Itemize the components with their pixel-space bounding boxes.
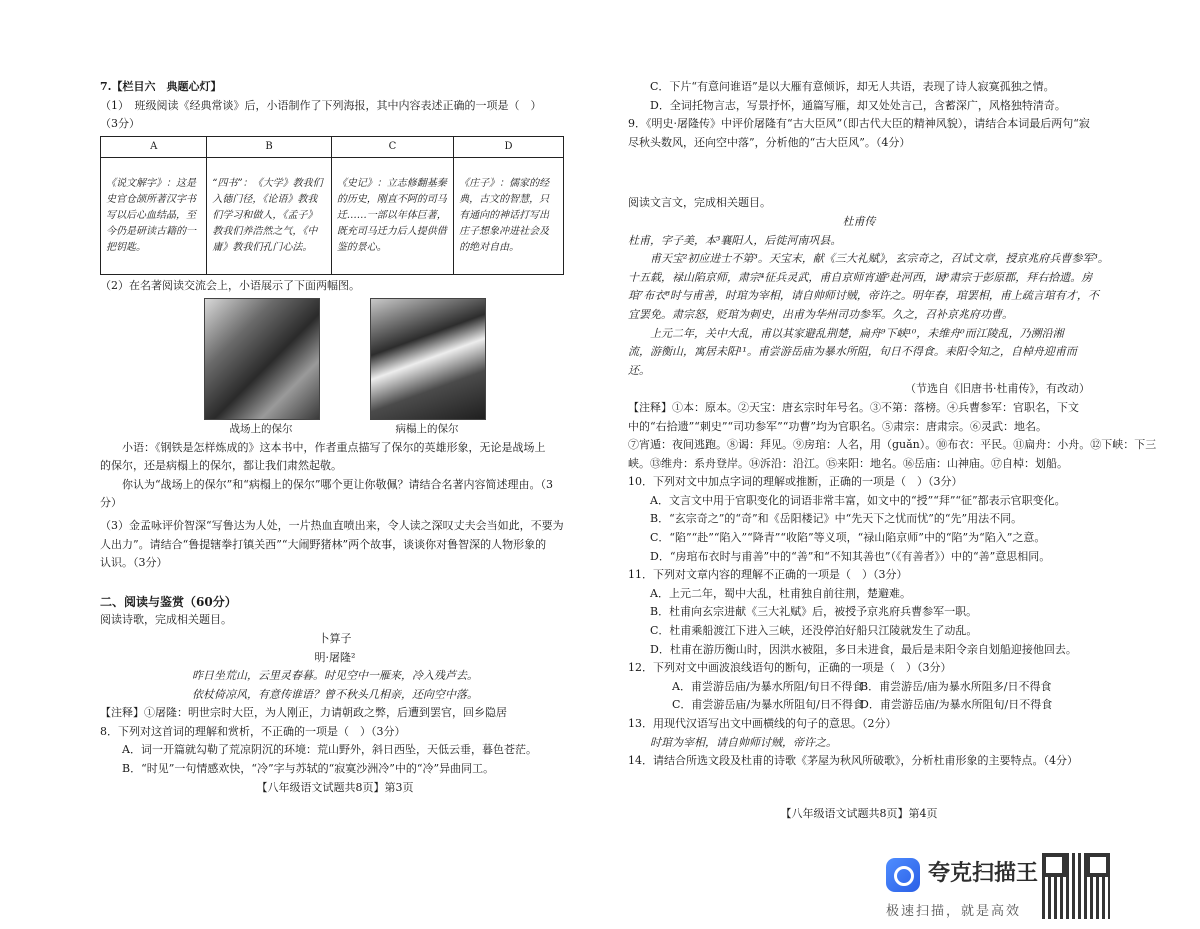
q9-line: 尽秋头数风，还向空中落”，分析他的“古大臣风”。（4分）: [628, 135, 911, 149]
table-cell: 《庄子》：儒家的经典，古文的智慧，只有通向的神话打写出庄子想象冲进社会及的绝对自由。: [454, 158, 564, 275]
illustrations: [204, 298, 570, 439]
q7-3-line: 认识。（3分）: [100, 556, 168, 570]
q7-3-line: （3）金孟咏评价智深“写鲁达为人处，一片热血直喷出来，令人读之深叹丈夫会当如此，不要为: [100, 518, 564, 532]
q7-2-label: （2）在名著阅读交流会上，小语展示了下面两幅图。: [100, 279, 360, 293]
poem-title: 卜算子: [318, 631, 352, 645]
watermark-title: 夸克扫描王: [928, 861, 1039, 886]
q8-line: 8．下列对这首词的理解和赏析，不正确的一项是（ ）（3分）: [100, 724, 406, 738]
essay-line: 甫天宝²初应进士不第³。天宝末，献《三大礼赋》，玄宗奇之，召试文章，授京兆府兵曹参军³。: [650, 252, 1109, 266]
q12-option: C．甫尝游岳庙/为暴水所阻旬/日不得食: [672, 698, 864, 712]
table-header: B: [207, 136, 331, 158]
qr-code-icon: [1042, 853, 1110, 919]
essay-line: 还。: [628, 363, 650, 377]
table-header: A: [101, 136, 207, 158]
essay-line: 杜甫，字子美，本³襄阳人，后徙河南巩县。: [628, 233, 842, 247]
q10-option: B．“玄宗奇之”的“奇”和《岳阳楼记》中“先天下之忧而忧”的“先”用法不同。: [650, 512, 1023, 526]
q8-option: C．下片“有意问谁语”是以大雁有意倾诉，却无人共语，表现了诗人寂寞孤独之情。: [650, 80, 1055, 93]
sickbed-illustration: [370, 298, 486, 420]
q13-sentence: 时琯为宰相，请自帅师讨贼，帝许之。: [650, 735, 837, 749]
table-cell: “四书”：《大学》教我们入德门径，《论语》教我们学习和做人，《孟子》教我们养浩然之气，《中庸》教我们孔门心法。: [207, 158, 331, 275]
essay-line: 流，游衡山，寓居未阳¹¹。甫尝游岳庙为暴水所阻，旬日不得食。耒阳令知之，自棹舟迎甫而: [628, 345, 1077, 359]
q11-option: D．杜甫在游历衡山时，因洪水被阻，多日未进食，最后是耒阳令亲自划船迎接他回去。: [650, 642, 1077, 656]
right-page: [628, 78, 1157, 823]
essay-note: 【注释】①本：原本。②天宝：唐玄宗时年号名。③不第：落榜。④兵曹参军：官职名，下文: [628, 400, 1079, 414]
table-cell: 《说文解字》：这是史官仓颉所著汉字书写以后心血结晶，至今仍是研读古籍的一把钥匙。: [101, 158, 207, 275]
q11-line: 11．下列对文章内容的理解不正确的一项是（ ）（3分）: [628, 568, 908, 582]
q7-header: 7.【栏目六 典题心灯】: [100, 80, 222, 93]
battlefield-illustration: [204, 298, 320, 420]
left-page: [100, 78, 570, 797]
pic-caption: 战场上的保尔: [229, 422, 293, 435]
reading-intro: 阅读文言文，完成相关题目。: [628, 196, 771, 210]
q7-1-line: （1） 班级阅读《经典常谈》后，小语制作了下列海报，其中内容表述正确的一项是（ ）: [100, 98, 542, 112]
pic-caption: 病榻上的保尔: [395, 422, 459, 435]
essay-line: 上元二年，关中大乱，甫以其家避乱荆楚，扁舟⁹下峡¹⁰，未维舟⁰而江陵乱，乃溯沿湘: [650, 326, 1064, 340]
q7-2-line: 分）: [100, 496, 122, 510]
essay-note: 峡。⑬维舟：系舟登岸。⑭泝沿：沿江。⑮来阳：地名。⑯岳庙：山神庙。⑰自棹：划船。: [628, 456, 1068, 470]
q7-2-line: 的保尔，还是病榻上的保尔，都让我们肃然起敬。: [100, 459, 342, 473]
q12-option: D．甫尝游岳庙/为暴水所阻旬/日不得食: [860, 698, 1053, 712]
table-cell: 《史记》：立志修翻基秦的历史，刚直不阿的司马迁……一部以年体巨著，既充司马迁力后人提供借鉴的景心。: [331, 158, 453, 275]
q8-option: B．“时见”一句情感欢快，“冷”字与苏轼的“寂寞沙洲冷”中的“冷”异曲同工。: [122, 762, 495, 776]
essay-line: 琯⁷布衣⁸时与甫善，时琯为宰相，请自帅师讨贼，帝许之。明年春，琯罢相，甫上疏言琯有才，不: [628, 289, 1099, 303]
table-header: C: [331, 136, 453, 158]
poem-author: 明·屠隆²: [314, 650, 356, 664]
q10-option: C．“陷”“赴”“陷入”“降青”“收陷”等义项，“禄山陷京师”中的“陷”为“陷入”之意。: [650, 531, 1046, 545]
essay-line: 宜罢免。肃宗怒，贬琯为刺史，出甫为华州司功参军。久之，召补京兆府功曹。: [628, 307, 1013, 321]
page-footer: 【八年级语文试题共8页】第4页: [780, 806, 938, 820]
table-header: D: [454, 136, 564, 158]
q7-2-line: 你认为“战场上的保尔”和“病榻上的保尔”哪个更让你敬佩？请结合名著内容简述理由。（3: [122, 477, 553, 491]
essay-note: 中的“右拾遗”“刺史”“司功参军”“功曹”均为官职名。⑤肃宗：唐肃宗。⑥灵武：地名。: [628, 419, 1047, 433]
q11-option: B．杜甫向玄宗进献《三大礼赋》后，被授予京兆府兵曹参军一职。: [650, 605, 978, 619]
q10-option: D．“房琯布衣时与甫善”中的“善”和“不知其善也”（《有善者》）中的“善”意思相同。: [650, 549, 1051, 563]
q7-3-line: 人出力”。请结合“鲁提辖拳打镇关西”“大闹野猪林”两个故事，谈谈你对鲁智深的人物形象的: [100, 537, 547, 551]
q8-option: D．全词托物言志，写景抒怀，通篇写雁，却又处处言己，含蓄深广，风格独特清奇。: [650, 98, 1066, 112]
watermark-subtitle: 极速扫描，就是高效: [886, 904, 1022, 919]
q12-option: B．甫尝游岳/庙为暴水所阻多/日不得食: [860, 679, 1052, 693]
options-table: [100, 136, 564, 276]
essay-line: 十五载，禄山陷京师，肃宗⁴征兵灵武，甫自京师宵遁⁵赴河西，谒⁶肃宗于彭原郡，拜右拾遗。房: [628, 270, 1093, 284]
q12-options-row: [628, 678, 1090, 697]
page-footer: 【八年级语文试题共8页】第3页: [256, 780, 414, 794]
q12-option: A．甫尝游岳庙/为暴水所阻/旬日不得食: [672, 679, 864, 693]
q12-line: 12．下列对文中画波浪线语句的断句，正确的一项是（ ）（3分）: [628, 661, 952, 675]
q8-option: A．词一开篇就勾勒了荒凉阴沉的环境：荒山野外，斜日西坠，天低云垂，暮色苍茫。: [122, 743, 537, 757]
q14-line: 14．请结合所选文段及杜甫的诗歌《茅屋为秋风所破歌》，分析杜甫形象的主要特点。（4分）: [628, 754, 1078, 768]
q7-2-line: 小语：《钢铁是怎样炼成的》这本书中，作者重点描写了保尔的英雄形象，无论是战场上: [122, 440, 546, 454]
section-intro: 阅读诗歌，完成相关题目。: [100, 613, 232, 627]
essay-title: 杜甫传: [842, 214, 876, 228]
q11-option: A．上元二年，蜀中大乱，杜甫独自前往荆，楚避难。: [650, 586, 911, 600]
q10-option: A．文言文中用于官职变化的词语非常丰富，如文中的“授”“拜”“征”都表示官职变化。: [650, 493, 1066, 507]
essay-note: ⑦宵遁：夜间逃跑。⑧谒：拜见。⑨房琯：人名，用（guǎn）。⑩布衣：平民。⑪扁舟：小舟。⑫下峡：下三: [628, 438, 1157, 452]
q13-line: 13．用现代汉语写出文中画横线的句子的意思。（2分）: [628, 717, 897, 730]
scanner-app-logo-icon: [886, 858, 920, 892]
note-line: 【注释】①屠隆：明世宗时大臣，为人刚正，力请朝政之弊，后遭到罢官，回乡隐居: [100, 706, 507, 720]
poem-line: 昨日坐荒山，云里灵春暮。时见空中一雁来，冷入残芦去。: [192, 669, 478, 683]
q12-options-row: [628, 696, 1090, 715]
q9-line: 9．《明史·屠隆传》中评价屠隆有“古大臣风”（即古代大臣的精神风貌），请结合本词最后两句“寂: [628, 117, 1090, 131]
section-title: 二、阅读与鉴赏（60分）: [100, 594, 237, 609]
poem-line: 依杖倚凉风，有意传谁语？曾不秋头几相亲，还向空中落。: [192, 687, 478, 701]
essay-source: （节选自《旧唐书·杜甫传》，有改动）: [905, 382, 1090, 396]
q10-line: 10．下列对文中加点字词的理解或推断，正确的一项是（ ）（3分）: [628, 475, 963, 489]
q11-option: C．杜甫乘船渡江下进入三峡，还没停泊好船只江陵就发生了动乱。: [650, 624, 978, 638]
q7-1-score: （3分）: [100, 117, 140, 131]
